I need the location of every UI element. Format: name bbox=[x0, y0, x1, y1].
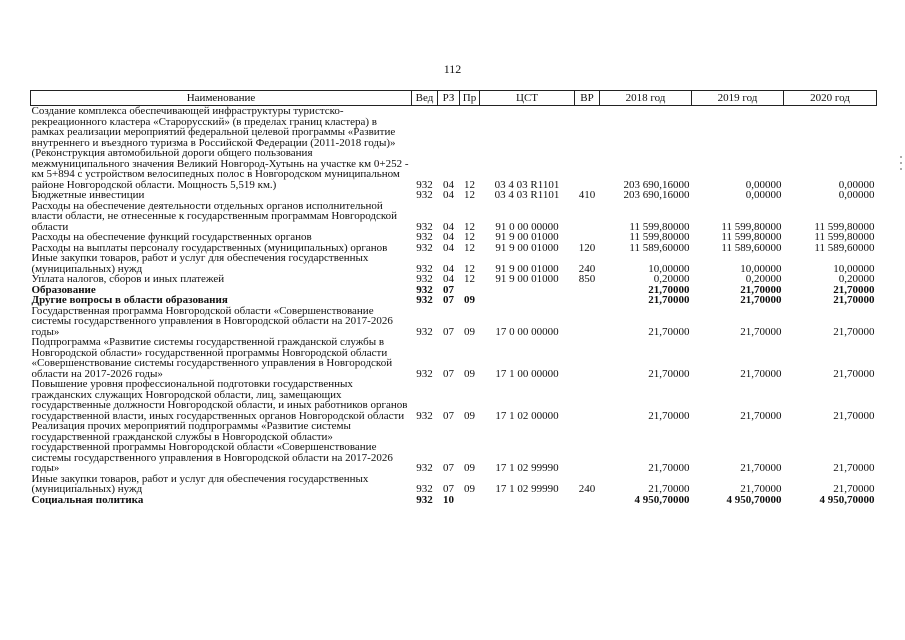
cell-name: Иные закупки товаров, работ и услуг для обеспечения государственных (муниципальных) нужд bbox=[31, 472, 369, 495]
cell-rz: 04 bbox=[443, 231, 454, 243]
cell-value-2018: 4 950,70000 bbox=[634, 493, 690, 506]
cell-name: Образование bbox=[31, 283, 96, 296]
cell-name: Государственная программа Новгородской области «Совершенствование системы государственного управления в Новгородской области на 2017-2026 годы» bbox=[31, 304, 393, 338]
cell-rz: 04 bbox=[443, 189, 454, 201]
cell-ved: 932 bbox=[416, 462, 433, 474]
cell-rz: 07 bbox=[443, 367, 454, 380]
cell-value-2020: 0,00000 bbox=[838, 178, 875, 191]
cell-rz: 10 bbox=[443, 493, 454, 506]
table-row bbox=[31, 274, 877, 285]
cell-value-2018: 21,70000 bbox=[648, 283, 690, 296]
cell-value-2020: 21,70000 bbox=[833, 294, 875, 306]
cell-value-2018: 10,00000 bbox=[648, 262, 690, 275]
header-vr: ВР bbox=[575, 91, 600, 106]
cell-cst: 17 1 00 00000 bbox=[495, 367, 559, 380]
table-row bbox=[31, 379, 877, 421]
margin-mark bbox=[900, 162, 902, 164]
cell-value-2020: 21,70000 bbox=[833, 483, 875, 495]
cell-pr: 12 bbox=[464, 273, 475, 285]
cell-value-2020: 11 599,80000 bbox=[814, 231, 875, 243]
cell-value-2019: 11 599,80000 bbox=[721, 231, 782, 243]
table-row bbox=[31, 474, 877, 495]
cell-value-2018: 21,70000 bbox=[648, 409, 690, 422]
table-row bbox=[31, 190, 877, 201]
header-2019: 2019 год bbox=[692, 91, 784, 106]
cell-pr: 12 bbox=[464, 231, 475, 243]
cell-rz: 07 bbox=[443, 409, 454, 422]
cell-ved: 932 bbox=[416, 262, 433, 275]
cell-vr bbox=[575, 379, 600, 421]
cell-name: Иные закупки товаров, работ и услуг для обеспечения государственных (муниципальных) нужд bbox=[31, 252, 369, 275]
cell-value-2018: 21,70000 bbox=[648, 462, 690, 474]
cell-value-2019: 21,70000 bbox=[740, 409, 782, 422]
cell-ved: 932 bbox=[416, 178, 433, 191]
cell-value-2018: 203 690,16000 bbox=[623, 178, 690, 191]
cell-rz: 04 bbox=[443, 241, 454, 254]
header-name: Наименование bbox=[31, 91, 412, 106]
table-row bbox=[31, 106, 877, 191]
cell-pr: 12 bbox=[464, 178, 475, 191]
cell-pr: 09 bbox=[464, 409, 475, 422]
cell-cst: 17 0 00 00000 bbox=[495, 325, 559, 338]
cell-vr bbox=[575, 106, 600, 191]
cell-ved: 932 bbox=[416, 231, 433, 243]
cell-name: Реализация прочих мероприятий подпрограммы «Развитие системы государственной гражданской службы в Новгородской области» государственной программы Новгородской области «Совершенствование системы государственного управления в Новгородской области на 2017-2026 годы» bbox=[31, 420, 393, 474]
cell-name: Подпрограмма «Развитие системы государственной гражданской службы в Новгородской области» государственной программы Новгородской области «Совершенствование системы государственного управления в Новгородской области на 2017-2026 годы» bbox=[31, 336, 393, 380]
table-row bbox=[31, 306, 877, 338]
cell-value-2019: 11 599,80000 bbox=[721, 220, 782, 233]
cell-value-2020: 0,20000 bbox=[838, 273, 875, 285]
cell-rz: 04 bbox=[443, 262, 454, 275]
cell-value-2019: 10,00000 bbox=[740, 262, 782, 275]
cell-name: Социальная политика bbox=[31, 493, 144, 506]
cell-cst: 91 9 00 01000 bbox=[495, 273, 559, 285]
cell-pr: 09 bbox=[464, 483, 475, 495]
cell-ved: 932 bbox=[416, 283, 433, 296]
header-pr: Пр bbox=[460, 91, 480, 106]
cell-name: Бюджетные инвестиции bbox=[31, 189, 145, 201]
cell-value-2019: 21,70000 bbox=[740, 294, 782, 306]
cell-value-2018: 21,70000 bbox=[648, 483, 690, 495]
cell-value-2020: 21,70000 bbox=[833, 325, 875, 338]
cell-cst: 03 4 03 R1101 bbox=[494, 189, 560, 201]
cell-ved: 932 bbox=[416, 241, 433, 254]
cell-value-2018: 203 690,16000 bbox=[623, 189, 690, 201]
cell-cst: 91 9 00 01000 bbox=[495, 241, 559, 254]
cell-value-2020: 10,00000 bbox=[833, 262, 875, 275]
cell-value-2020: 11 589,60000 bbox=[814, 241, 875, 254]
cell-ved: 932 bbox=[416, 367, 433, 380]
cell-value-2018: 11 589,60000 bbox=[629, 241, 690, 254]
cell-cst: 03 4 03 R1101 bbox=[494, 178, 560, 191]
cell-ved: 932 bbox=[416, 189, 433, 201]
cell-value-2018: 21,70000 bbox=[648, 367, 690, 380]
cell-pr: 09 bbox=[464, 367, 475, 380]
cell-cst: 91 0 00 00000 bbox=[495, 220, 559, 233]
cell-name: Создание комплекса обеспечивающей инфраструктуры туристско-рекреационного кластера «Старорусский» (в пределах границ кластера) в рамках реализации мероприятий федеральной целевой программы «Развитие внутреннего и въездного туризма в Российской Федерации (2011-2018 годы)» (Реконструкция автомобильной дороги общего пользования межмуниципального значения Великий Новгород-Хутынь на участке км 0+252 - км 5+894 с устройством велосипедных полос в Новгородском муниципальном районе Новгородской области. Мощность 5,519 км.) bbox=[31, 105, 409, 191]
page-number: 112 bbox=[443, 62, 462, 76]
cell-name: Расходы на выплаты персоналу государственных (муниципальных) органов bbox=[31, 241, 388, 254]
cell-value-2020: 21,70000 bbox=[833, 462, 875, 474]
header-rz: РЗ bbox=[438, 91, 460, 106]
cell-value-2019: 21,70000 bbox=[740, 483, 782, 495]
cell-vr bbox=[575, 495, 600, 506]
header-2020: 2020 год bbox=[784, 91, 877, 106]
cell-vr bbox=[575, 306, 600, 338]
cell-ved: 932 bbox=[416, 493, 433, 506]
cell-value-2019: 21,70000 bbox=[740, 367, 782, 380]
cell-value-2020: 21,70000 bbox=[833, 283, 875, 296]
margin-mark bbox=[900, 168, 902, 170]
cell-value-2020: 0,00000 bbox=[838, 189, 875, 201]
cell-pr bbox=[460, 495, 480, 506]
cell-vr bbox=[575, 295, 600, 306]
table-row bbox=[31, 337, 877, 379]
cell-value-2019: 4 950,70000 bbox=[726, 493, 782, 506]
cell-value-2019: 0,20000 bbox=[745, 273, 782, 285]
table-row bbox=[31, 232, 877, 243]
cell-cst: 91 9 00 01000 bbox=[495, 231, 559, 243]
cell-name: Расходы на обеспечение деятельности отдельных органов исполнительной власти области, не отнесенные к государственным программам Новгородской области bbox=[31, 199, 398, 233]
cell-value-2019: 21,70000 bbox=[740, 325, 782, 338]
cell-value-2019: 0,00000 bbox=[745, 178, 782, 191]
cell-cst bbox=[480, 295, 575, 306]
cell-ved: 932 bbox=[416, 483, 433, 495]
cell-pr: 12 bbox=[464, 189, 475, 201]
cell-value-2020: 11 599,80000 bbox=[814, 220, 875, 233]
cell-vr: 850 bbox=[578, 273, 596, 285]
cell-ved: 932 bbox=[416, 273, 433, 285]
cell-value-2018: 21,70000 bbox=[648, 294, 690, 306]
cell-vr bbox=[575, 201, 600, 233]
cell-value-2020: 4 950,70000 bbox=[819, 493, 875, 506]
cell-rz: 07 bbox=[443, 283, 454, 296]
cell-pr: 09 bbox=[464, 325, 475, 338]
cell-vr bbox=[575, 285, 600, 296]
header-ved: Вед bbox=[412, 91, 438, 106]
cell-pr: 12 bbox=[464, 220, 475, 233]
cell-rz: 07 bbox=[443, 325, 454, 338]
cell-name: Уплата налогов, сборов и иных платежей bbox=[31, 273, 225, 285]
cell-cst bbox=[480, 495, 575, 506]
cell-pr: 09 bbox=[464, 294, 475, 306]
cell-vr: 410 bbox=[578, 189, 596, 201]
table-row bbox=[31, 253, 877, 274]
cell-pr: 12 bbox=[464, 241, 475, 254]
cell-vr: 120 bbox=[578, 241, 596, 254]
cell-vr: 240 bbox=[578, 262, 596, 275]
cell-vr: 240 bbox=[578, 483, 596, 495]
header-2018: 2018 год bbox=[600, 91, 692, 106]
table-row bbox=[31, 201, 877, 233]
cell-value-2019: 21,70000 bbox=[740, 462, 782, 474]
cell-cst bbox=[480, 285, 575, 296]
cell-pr: 09 bbox=[464, 462, 475, 474]
cell-vr bbox=[575, 337, 600, 379]
table-row bbox=[31, 295, 877, 306]
header-cst: ЦСТ bbox=[480, 91, 575, 106]
cell-value-2018: 21,70000 bbox=[648, 325, 690, 338]
cell-name: Расходы на обеспечение функций государственных органов bbox=[31, 231, 312, 243]
cell-cst: 91 9 00 01000 bbox=[495, 262, 559, 275]
cell-rz: 07 bbox=[443, 462, 454, 474]
cell-cst: 17 1 02 99990 bbox=[495, 462, 559, 474]
cell-pr: 12 bbox=[464, 262, 475, 275]
table-header-row bbox=[31, 91, 877, 106]
cell-value-2019: 11 589,60000 bbox=[721, 241, 782, 254]
cell-rz: 07 bbox=[443, 483, 454, 495]
margin-mark bbox=[900, 156, 902, 158]
cell-rz: 04 bbox=[443, 273, 454, 285]
cell-name: Другие вопросы в области образования bbox=[31, 294, 228, 306]
table-row bbox=[31, 421, 877, 474]
cell-vr bbox=[575, 421, 600, 474]
cell-value-2018: 11 599,80000 bbox=[629, 231, 690, 243]
cell-value-2020: 21,70000 bbox=[833, 367, 875, 380]
cell-vr bbox=[575, 232, 600, 243]
cell-cst: 17 1 02 99990 bbox=[495, 483, 559, 495]
cell-ved: 932 bbox=[416, 409, 433, 422]
cell-rz: 04 bbox=[443, 220, 454, 233]
cell-ved: 932 bbox=[416, 220, 433, 233]
cell-ved: 932 bbox=[416, 325, 433, 338]
cell-ved: 932 bbox=[416, 294, 433, 306]
cell-rz: 04 bbox=[443, 178, 454, 191]
cell-value-2018: 11 599,80000 bbox=[629, 220, 690, 233]
table-row bbox=[31, 495, 877, 506]
cell-value-2019: 0,00000 bbox=[745, 189, 782, 201]
cell-value-2018: 0,20000 bbox=[653, 273, 690, 285]
cell-name: Повышение уровня профессиональной подготовки государственных гражданских служащих Новгородской области, лиц, замещающих государственные должности Новгородской области, и иных работников органов государственной власти, иных государственных органов Новгородской области bbox=[31, 378, 408, 422]
cell-value-2020: 21,70000 bbox=[833, 409, 875, 422]
budget-table bbox=[30, 90, 877, 505]
cell-cst: 17 1 02 00000 bbox=[495, 409, 559, 422]
cell-value-2019: 21,70000 bbox=[740, 283, 782, 296]
cell-rz: 07 bbox=[443, 294, 454, 306]
